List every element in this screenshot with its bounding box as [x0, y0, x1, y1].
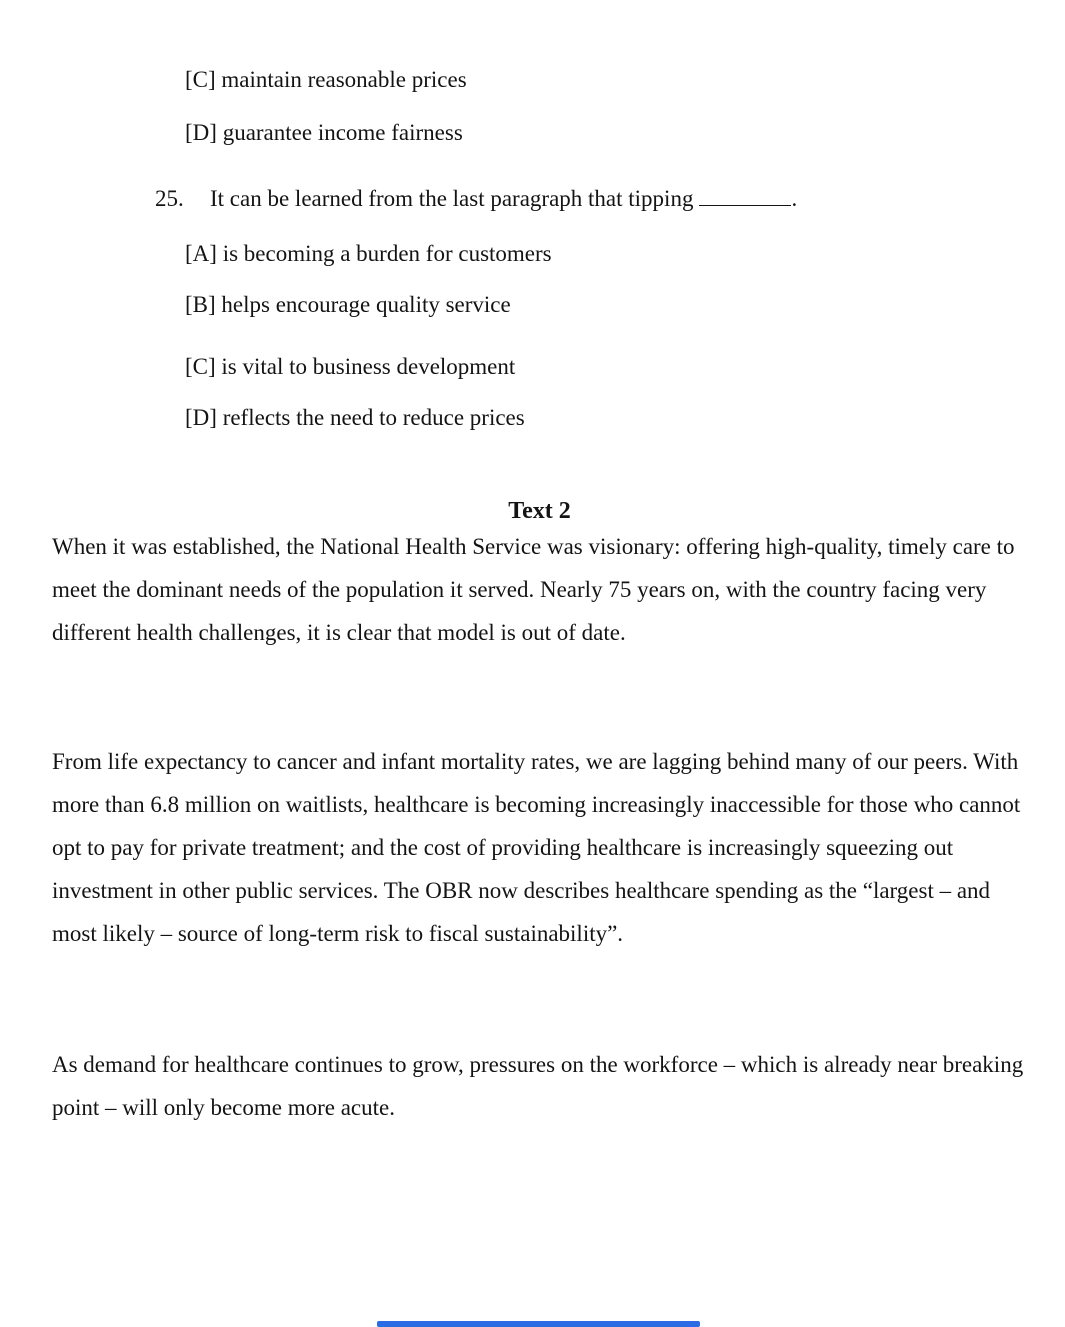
option-row	[185, 119, 463, 147]
option-text: reflects the need to reduce prices	[222, 405, 525, 430]
question-stem-suffix: .	[791, 186, 798, 211]
option-row	[185, 353, 515, 381]
option-row	[185, 404, 525, 432]
passage-paragraph: From life expectancy to cancer and infant mortality rates, we are lagging behind many of our peers. With more than 6.8 million on waitlists, healthcare is becoming increasingly inaccessible for those who cannot opt to pay for private treatment; and the cost of providing healthcare is increasingly squeezing out investment in other public services. The OBR now describes healthcare spending as the “largest – and most likely – source of long-term risk to fiscal sustainability”.	[52, 749, 1021, 946]
option-text: guarantee income fairness	[222, 120, 463, 145]
answer-blank-underline	[699, 182, 791, 206]
option-text: is becoming a burden for customers	[222, 241, 552, 266]
passage-paragraph: When it was established, the National Health Service was visionary: offering high-quality, timely care to meet the dominant needs of the population it served. Nearly 75 years on, with the country facing very different health challenges, it is clear that model is out of date.	[52, 534, 1015, 645]
option-row	[185, 240, 552, 268]
passage-heading: Text 2	[508, 498, 571, 524]
horizontal-scrollbar-thumb[interactable]	[377, 1321, 700, 1327]
option-marker: [B]	[185, 292, 216, 317]
question-stem-text: It can be learned from the last paragraph that tipping	[210, 186, 694, 211]
option-row	[185, 291, 511, 319]
option-marker: [C]	[185, 354, 216, 379]
option-marker: [C]	[185, 67, 216, 92]
question-number: 25.	[155, 186, 184, 211]
option-marker: [A]	[185, 241, 217, 266]
option-text: maintain reasonable prices	[221, 67, 467, 92]
option-marker: [D]	[185, 120, 217, 145]
passage-paragraph: As demand for healthcare continues to grow, pressures on the workforce – which is already near breaking point – will only become more acute.	[52, 1052, 1024, 1120]
option-text: helps encourage quality service	[221, 292, 511, 317]
option-row	[185, 66, 467, 94]
option-text: is vital to business development	[221, 354, 516, 379]
question-stem	[155, 182, 797, 213]
option-marker: [D]	[185, 405, 217, 430]
